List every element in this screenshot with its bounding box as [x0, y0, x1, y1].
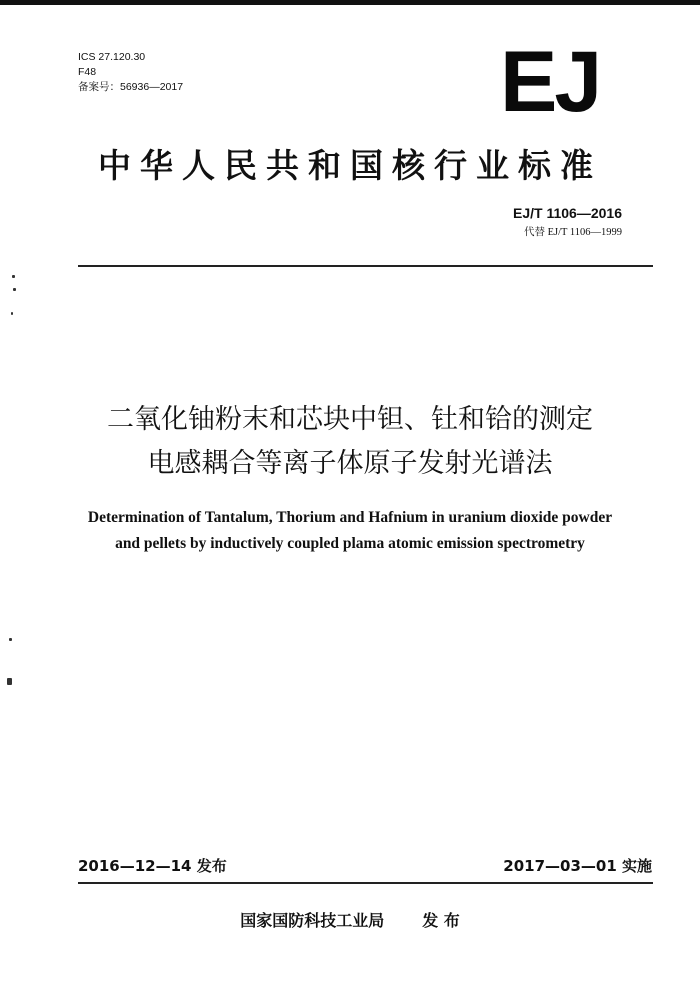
record-number: 备案号：56936—2017: [78, 81, 184, 93]
scan-speck: [12, 275, 15, 278]
chinese-title-line-2: 电感耦合等离子体原子发射光谱法: [147, 448, 553, 479]
scan-speck: [9, 638, 12, 641]
ics-code: ICS 27.120.30: [78, 51, 146, 63]
issuer-action: 发 布: [422, 911, 460, 930]
issuer-name: 国家国防科技工业局: [240, 911, 385, 930]
standard-number-block: [513, 205, 622, 239]
standard-number: EJ/T 1106—2016: [513, 205, 622, 221]
issue-date: 2016—12—14 发布: [78, 857, 227, 875]
footer-divider: [78, 882, 653, 884]
scan-speck: [13, 288, 16, 291]
classification-code: F48: [78, 66, 97, 78]
header-divider: [78, 265, 653, 267]
issuer-line: [0, 908, 700, 931]
english-title: [0, 505, 700, 557]
ej-logo: EJ: [500, 34, 600, 130]
scan-speck: [7, 678, 12, 685]
document-metadata: [78, 50, 183, 95]
chinese-title-line-1: 二氧化铀粉末和芯块中钽、钍和铪的测定: [107, 404, 593, 435]
replaces-standard: 代替 EJ/T 1106—1999: [523, 227, 622, 238]
standard-title: 中华人民共和国核行业标准: [98, 146, 602, 185]
english-title-line-2: and pellets by inductively coupled plama atomic emission spectrometry: [115, 535, 585, 552]
english-title-line-1: Determination of Tantalum, Thorium and Hafnium in uranium dioxide powder: [87, 509, 613, 526]
top-border-line: [0, 0, 700, 5]
chinese-title: [0, 398, 700, 486]
scan-speck: [11, 312, 13, 315]
implementation-date: 2017—03—01 实施: [503, 857, 652, 875]
